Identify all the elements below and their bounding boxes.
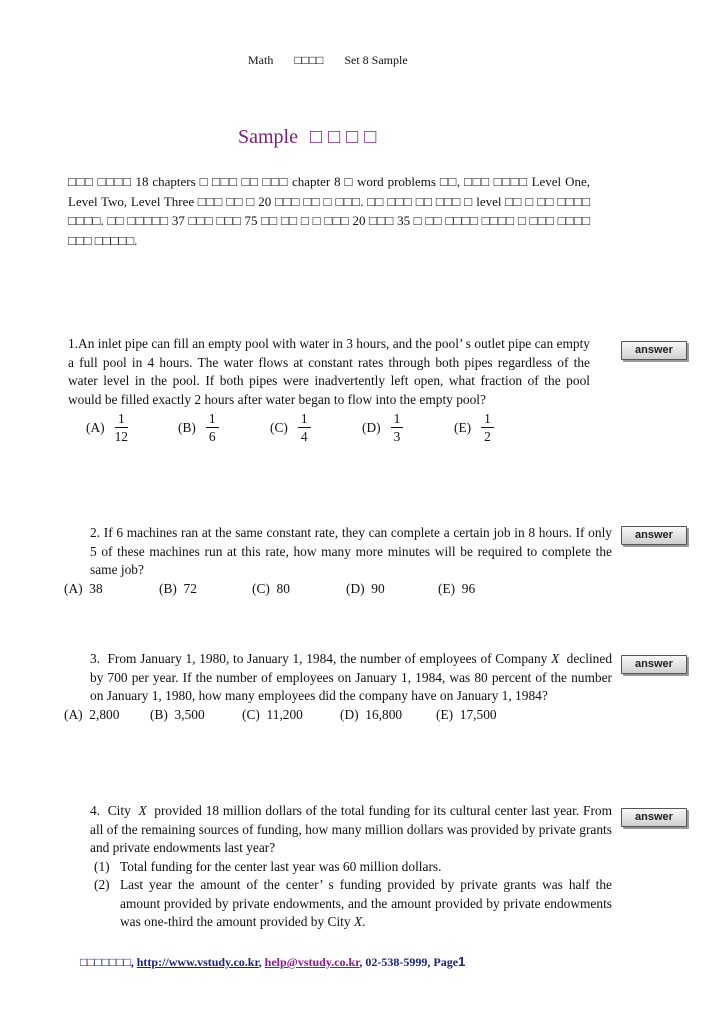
footer-company: □□□□□□□ <box>80 955 131 969</box>
question-number: 2. <box>90 525 101 540</box>
choice-a: (A) 2,800 <box>64 706 120 722</box>
statement-2 <box>94 876 612 932</box>
variable-x: X <box>551 651 560 666</box>
footer-page-number: 1 <box>458 954 466 969</box>
choice-e: (E) 96 <box>438 580 476 596</box>
choice-label: (B) <box>178 419 196 435</box>
question-text: If 6 machines ran at the same constant rate, they can complete a certain job in 8 hours. If only 5 of these machines run at this rate, how many more minutes will be required to complete the same job? <box>90 525 612 577</box>
statement-body <box>120 876 612 932</box>
header-set: Set 8 Sample <box>344 53 408 67</box>
choice-c: (C) 80 <box>252 580 290 596</box>
numerator: 1 <box>206 411 219 428</box>
answer-choices <box>64 580 612 599</box>
answer-button-4[interactable]: answer <box>621 808 687 827</box>
question-text: An inlet pipe can fill an empty pool with water in 3 hours, and the pool’ s outlet pipe can empty a full pool in 4 hours. The water flows at constant rates through both pipes regardless of the water level in the pool. If both pipes were inadvertently left open, what fraction of the pool would be filled exactly 2 hours after water began to flow into the empty pool? <box>68 336 590 407</box>
denominator: 3 <box>393 429 401 444</box>
question-text-start: From January 1, 1980, to January 1, 1984, the number of employees of Company <box>107 651 548 666</box>
question-2 <box>64 524 612 598</box>
choice-label: (E) <box>454 419 472 435</box>
question-number: 4. <box>90 803 101 818</box>
choice-label: (D) <box>362 419 381 435</box>
choice-a: (A) 38 <box>64 580 103 596</box>
choice-label: (C) <box>270 419 288 435</box>
intro-paragraph: □□□ □□□□ 18 chapters □ □□□ □□ □□□ chapter 8 □ word problems □□, □□□ □□□□ Level One, Level Two, Level Three □□□ □□ □ 20 □□□ □□ □ □□□. □□ □□□ □□ □□□ □ level □□ □ □□ □□□□ □□□□. □□ □□□□□ 37 □□□ □□□ 75 □□ □□ □ □ □□□ 20 □□□ 35 □ □□ □□□□ □□□□ □ □□□ □□□□ □□□ □□□□□. <box>68 174 590 248</box>
header-korean: □□□□ <box>294 53 324 67</box>
answer-button-2[interactable]: answer <box>621 526 687 545</box>
question-1 <box>68 335 590 445</box>
question-number: 3. <box>90 651 101 666</box>
statement-text: Total funding for the center last year was 60 million dollars. <box>120 858 442 874</box>
answer-choices <box>68 411 590 445</box>
choice-c: (C) 11,200 <box>242 706 303 722</box>
denominator: 12 <box>114 429 128 444</box>
choice-b: (B) 3,500 <box>150 706 205 722</box>
statement-text: Last year the amount of the center’ s funding provided by private grants was half the amount provided by private endowments, and the amount provided by private endowments was one-third the amount provided by City <box>120 877 612 929</box>
choice-b <box>178 411 270 445</box>
choice-a <box>86 411 178 445</box>
choice-d: (D) 90 <box>346 580 385 596</box>
denominator: 4 <box>300 429 308 444</box>
question-number: 1. <box>68 336 79 351</box>
statement-end: . <box>362 914 366 929</box>
page-footer <box>80 954 465 970</box>
answer-button-1[interactable]: answer <box>621 341 687 360</box>
numerator: 1 <box>481 411 494 428</box>
statement-list <box>68 858 612 932</box>
choice-c <box>270 411 362 445</box>
footer-separator: , <box>130 955 137 969</box>
footer-separator: , <box>258 955 265 969</box>
statement-label: (2) <box>94 877 110 892</box>
numerator: 1 <box>298 411 311 428</box>
page-title <box>238 126 382 149</box>
question-text-end: declined by 700 per year. If the number of employees on January 1, 1984, was 80 percent of the number on January 1, 1980, how many employees did the company have on January 1, 1984? <box>90 651 613 703</box>
denominator: 2 <box>484 429 491 444</box>
fraction <box>206 411 219 445</box>
footer-phone: , 02-538-5999, Page <box>359 955 459 969</box>
title-korean: □□□□ <box>310 126 383 148</box>
variable-x: X <box>353 914 363 929</box>
choice-b: (B) 72 <box>159 580 197 596</box>
numerator: 1 <box>391 411 404 428</box>
fraction <box>481 411 494 445</box>
page-header <box>248 53 426 68</box>
question-4 <box>68 802 612 932</box>
fraction <box>391 411 404 445</box>
denominator: 6 <box>208 429 216 444</box>
title-main: Sample <box>238 126 298 148</box>
question-text-start: City <box>107 803 131 818</box>
question-text-end: provided 18 million dollars of the total funding for its cultural center last year. From all of the remaining sources of funding, how many million dollars was provided by private grants and private endowments last year? <box>90 803 613 855</box>
numerator: 1 <box>115 411 128 428</box>
statement-1 <box>94 858 612 877</box>
choice-d <box>362 411 454 445</box>
variable-x: X <box>138 803 147 818</box>
fraction <box>115 411 128 445</box>
statement-label: (1) <box>94 858 110 874</box>
fraction <box>298 411 311 445</box>
choice-e: (E) 17,500 <box>436 706 497 722</box>
answer-button-3[interactable]: answer <box>621 655 687 674</box>
choice-label: (A) <box>86 419 105 435</box>
header-subject: Math <box>248 53 274 67</box>
question-3 <box>64 650 613 724</box>
choice-e <box>454 411 546 445</box>
answer-choices <box>64 706 612 725</box>
choice-d: (D) 16,800 <box>340 706 403 722</box>
footer-email-link[interactable]: help@vstudy.co.kr <box>264 955 360 969</box>
footer-url-link[interactable]: http://www.vstudy.co.kr <box>136 955 259 969</box>
